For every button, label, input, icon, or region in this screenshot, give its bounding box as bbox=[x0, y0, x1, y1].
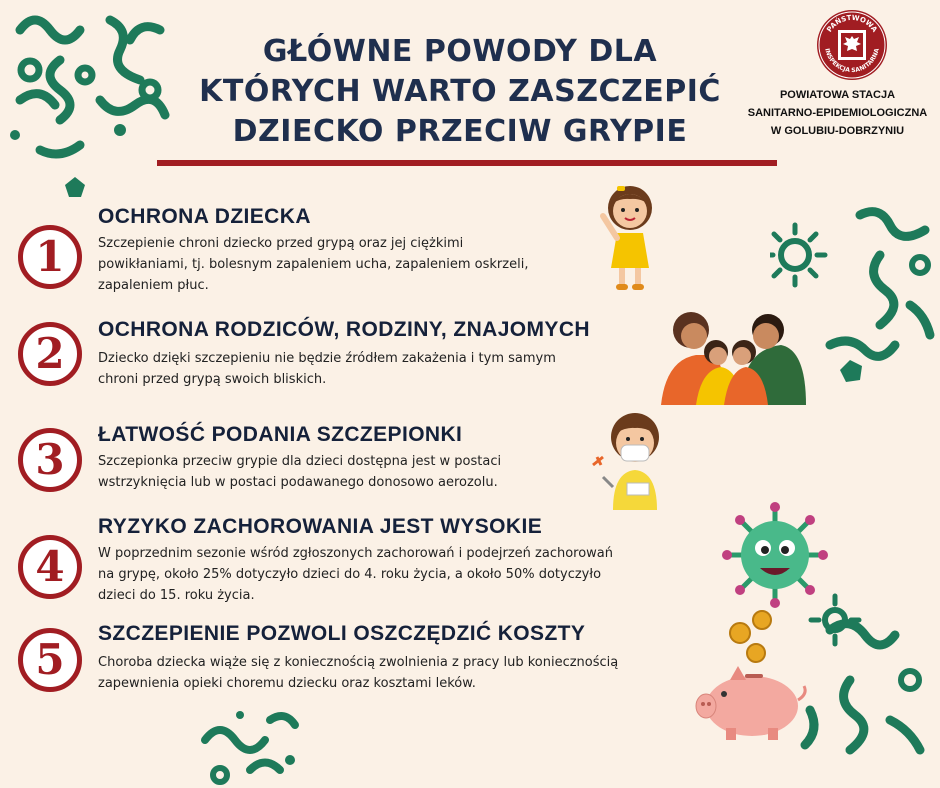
item-title: ŁATWOŚĆ PODANIA SZCZEPIONKI bbox=[98, 423, 463, 446]
description-line: Choroba dziecka wiąże się z koniecznością zwolnienia z pracy lub koniecznością bbox=[98, 655, 619, 670]
description-line: wstrzyknięcia lub w postaci podawanego donosowo aerozolu. bbox=[98, 475, 498, 490]
title-line: GŁÓWNE POWODY DLA bbox=[262, 34, 658, 69]
number-badge bbox=[18, 428, 82, 492]
item-title: OCHRONA DZIECKA bbox=[98, 205, 311, 228]
title-line: KTÓRYCH WARTO ZASZCZEPIĆ bbox=[199, 74, 721, 109]
sanitary-inspection-logo-icon bbox=[815, 8, 889, 82]
item-title: SZCZEPIENIE POZWOLI OSZCZĘDZIĆ KOSZTY bbox=[98, 622, 586, 645]
item-number: 3 bbox=[35, 435, 65, 484]
family-illustration-icon bbox=[656, 300, 806, 410]
description-line: Szczepionka przeciw grypie dla dzieci dostępna jest w postaci bbox=[98, 454, 502, 469]
girl-illustration-icon bbox=[595, 178, 665, 298]
description-line: dzieci do 15. roku życia. bbox=[98, 588, 255, 603]
item-title: OCHRONA RODZICÓW, RODZINY, ZNAJOMYCH bbox=[98, 318, 590, 341]
description-line: W poprzednim sezonie wśród zgłoszonych zachorowań i podejrzeń zachorowań bbox=[98, 546, 614, 561]
description-line: Szczepienie chroni dziecko przed grypą oraz jej ciężkimi bbox=[98, 236, 464, 251]
description-line: zapewnienia opieki choremu dziecku oraz kosztami leków. bbox=[98, 676, 476, 691]
item-number: 5 bbox=[35, 635, 65, 684]
org-line: W GOLUBIU-DOBRZYNIU bbox=[770, 125, 905, 137]
svg-text:INSPEKCJA SANITARNA: INSPEKCJA SANITARNA bbox=[823, 47, 881, 75]
number-badge bbox=[18, 535, 82, 599]
item-description bbox=[98, 451, 501, 493]
organization-name bbox=[740, 86, 935, 140]
item-number: 2 bbox=[35, 329, 65, 378]
masked-boy-illustration-icon bbox=[585, 405, 675, 510]
virus-pattern-bottom-left-icon bbox=[190, 700, 310, 788]
title-divider bbox=[157, 160, 777, 166]
description-line: powikłaniami, tj. bolesnym zapaleniem ucha, zapaleniem oskrzeli, bbox=[98, 257, 529, 272]
item-description bbox=[98, 233, 528, 296]
reason-item bbox=[18, 318, 718, 398]
description-line: chroni przed grypą swoich bliskich. bbox=[98, 372, 327, 387]
reason-item bbox=[18, 515, 718, 610]
org-line: SANITARNO-EPIDEMIOLOGICZNA bbox=[747, 107, 928, 119]
title-line: DZIECKO PRZECIW GRYPIE bbox=[232, 114, 688, 149]
description-line: na grypę, około 25% dotyczyło dzieci do 4. roku życia, a około 50% dotyczyło bbox=[98, 567, 602, 582]
org-line: POWIATOWA STACJA bbox=[779, 89, 896, 101]
item-number: 1 bbox=[35, 232, 65, 281]
item-number: 4 bbox=[35, 542, 65, 591]
number-badge bbox=[18, 322, 82, 386]
item-description bbox=[98, 652, 618, 694]
number-badge bbox=[18, 225, 82, 289]
item-description bbox=[98, 543, 613, 606]
number-badge bbox=[18, 628, 82, 692]
description-line: Dziecko dzięki szczepieniu nie będzie źródłem zakażenia i tym samym bbox=[98, 351, 556, 366]
item-description bbox=[98, 348, 556, 390]
reason-item bbox=[18, 622, 718, 702]
piggy-bank-illustration-icon bbox=[690, 608, 810, 743]
virus-illustration-icon bbox=[720, 500, 830, 610]
logo-text: PAŃSTWOWA bbox=[825, 13, 879, 34]
virus-pattern-bottom-right-icon bbox=[790, 590, 940, 788]
description-line: zapaleniem płuc. bbox=[98, 278, 209, 293]
page-title bbox=[180, 32, 740, 152]
item-title: RYZYKO ZACHOROWANIA JEST WYSOKIE bbox=[98, 515, 543, 538]
virus-pattern-top-left-icon bbox=[0, 0, 180, 210]
